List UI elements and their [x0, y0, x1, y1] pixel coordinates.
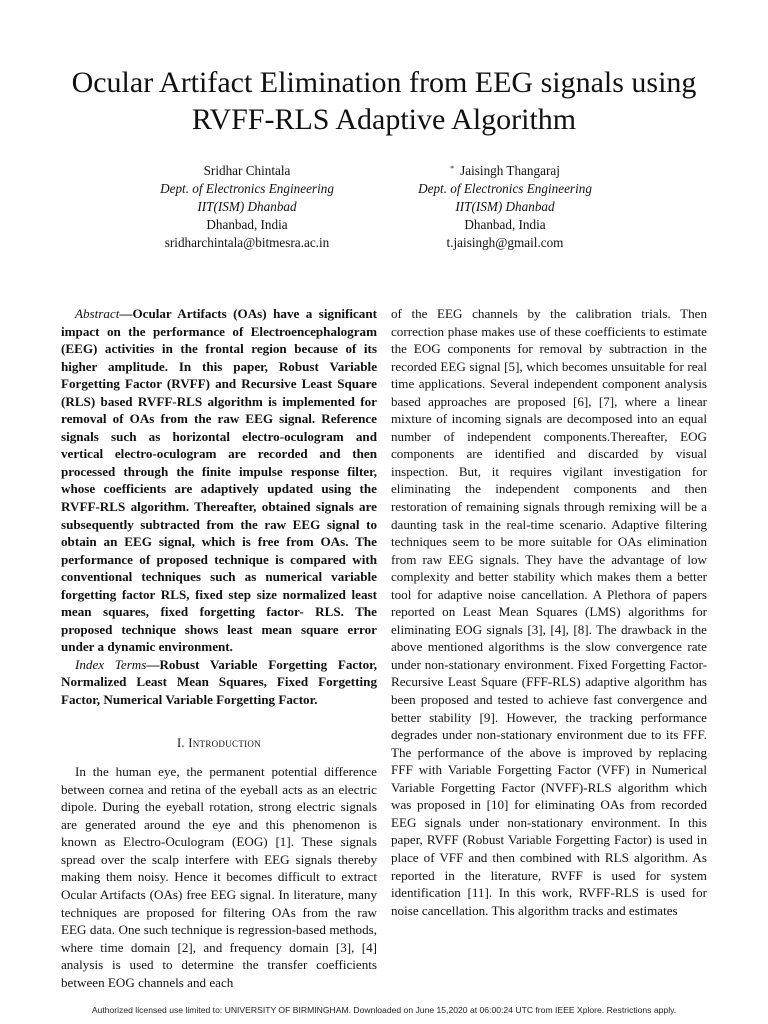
right-column [391, 305, 707, 919]
left-column [61, 305, 377, 991]
author-email[interactable]: t.jaisingh@gmail.com [446, 235, 564, 250]
author-name [97, 162, 397, 180]
abstract-paragraph: Abstract—Ocular Artifacts (OAs) have a significant impact on the performance of Electroencephalogram (EEG) activities in the frontal region because of its higher amplitude. In this paper, Robust Variable Forgetting Factor (RVFF) and Recursive Least Square (RLS) based RVFF-RLS algorithm is implemented for removal of OAs from the raw EEG signal. Reference signals such as horizontal electro-oculogram and vertical electro-oculogram are recorded and then processed through the finite impulse response filter, whose coefficients are adaptively updated using the RVFF-RLS algorithm. Thereafter, obtained signals are subsequently subtracted from the raw EEG signal to obtain an EEG signal, which is free from OAs. The performance of proposed technique is compared with conventional techniques such as numerical variable forgetting factor RLS, fixed step size normalized least mean squares, fixed forgetting factor- RLS. The proposed technique shows least mean square error under a dynamic environment. [61, 306, 377, 655]
author-department: Dept. of Electronics Engineering [160, 181, 334, 196]
section-heading: I. Introduction [176, 735, 262, 750]
download-notice-footer: Authorized licensed use limited to: UNIVERSITY OF BIRMINGHAM. Downloaded on June 15,2020 at 06:00:24 UTC from IEEE Xplore. Restrictions apply. [91, 1005, 677, 1015]
author-location: Dhanbad, India [206, 217, 288, 232]
index-terms-text: Robust Variable Forgetting Factor, Normalized Least Mean Squares, Fixed Forgetting Factor, Numerical Variable Forgetting Factor. [61, 656, 378, 708]
author-institution: IIT(ISM) Dhanbad [455, 199, 555, 214]
abstract-text: Ocular Artifacts (OAs) have a significant impact on the performance of Electroencephalogram (EEG) activities in the frontal region because of its higher amplitude. In this paper, Robust Variable Forgetting Factor (RVFF) and Recursive Least Square (RLS) based RVFF-RLS algorithm is implemented for removal of OAs from the raw EEG signal. Reference signals such as horizontal electro-oculogram and vertical electro-oculogram are recorded and then processed through the finite impulse response filter, whose coefficients are adaptively updated using the RVFF-RLS algorithm. Thereafter, obtained signals are subsequently subtracted from the raw EEG signal to obtain an EEG signal, which is free from OAs. The performance of proposed technique is compared with conventional techniques such as numerical variable forgetting factor RLS, fixed step size normalized least mean squares, fixed forgetting factor- RLS. The proposed technique shows least mean square error under a dynamic environment. [61, 306, 377, 655]
author-institution: IIT(ISM) Dhanbad [197, 199, 297, 214]
author-block-1 [97, 162, 397, 252]
corresponding-author-marker: * [450, 164, 455, 173]
author-location: Dhanbad, India [464, 217, 546, 232]
abstract [61, 305, 377, 709]
author-block-2 [355, 162, 655, 252]
author-name-text: Jaisingh Thangaraj [460, 163, 560, 178]
index-terms-paragraph: Index Terms—Robust Variable Forgetting Factor, Normalized Least Mean Squares, Fixed Forgetting Factor, Numerical Variable Forgetting Factor. [61, 656, 378, 708]
title-line-1: Ocular Artifact Elimination from EEG signals using [71, 66, 697, 99]
intro-paragraph: In the human eye, the permanent potential difference between cornea and retina of the eyeball acts as an electric dipole. During the eyeball rotation, strong electric signals are generated around the eye and this phenomenon is known as Electro-Oculogram (EOG) [1]. These signals spread over the scalp interfere with EEG signals thereby making them noisy. Hence it becomes difficult to extract Ocular Artifacts (OAs) free EEG signal. In literature, many techniques are proposed for filtering OAs from the raw EEG data. One such technique is regression-based methods, where time domain [2], and frequency domain [3], [4] analysis is used to determine the transfer coefficients between EOG channels and each [61, 764, 377, 990]
index-terms-label: Index Terms [75, 656, 147, 672]
paper-title [30, 64, 738, 138]
intro-left-body [61, 763, 377, 991]
author-email[interactable]: sridharchintala@bitmesra.ac.in [164, 235, 330, 250]
title-line-2: RVFF-RLS Adaptive Algorithm [191, 103, 577, 136]
intro-paragraph-continued: of the EEG channels by the calibration trials. Then correction phase makes use of these coefficients to estimate the EOG components for removal by subtraction in the recorded EEG signal [5], which becomes unsuitable for real time applications. Several independent component analysis based approaches are proposed [6], [7], where a linear mixture of incoming signals are decomposed into an equal number of independent components.Thereafter, EOG components are identified and discarded by visual inspection. But, it requires vigilant investigation for eliminating the independent components and then restoration of remaining signals through remixing will be a daunting task in the real-time scenario. Adaptive filtering techniques seem to be more suitable for OAs elimination from raw EEG signals. They have the advantage of low complexity and better stability which makes them a better tool for adaptive noise cancellation. A Plethora of papers reported on Least Mean Squares (LMS) algorithms for eliminating EOG signals [3], [4], [8]. The drawback in the above mentioned algorithms is the slow convergence rate under non-stationary environment. Fixed Forgetting Factor-Recursive Least Square (FFF-RLS) adaptive algorithm has been proposed and tested to achieve fast convergence and better stability [9]. However, the tracking performance degrades under non-stationary environment due to its FFF. The performance of the above is improved by replacing FFF with Variable Forgetting Factor (VFF) in Numerical Variable Forgetting Factor (NVFF)-RLS algorithm which was proposed in [10] for eliminating OAs from recorded EEG signals under non-stationary environment. In this paper, RVFF (Robust Variable Forgetting Factor) is used in place of VFF and then combined with RLS algorithm. As reported in the literature, RVFF is used for system identification [11]. In this work, RVFF-RLS is used for noise cancellation. This algorithm tracks and estimates [391, 306, 707, 918]
abstract-label: Abstract [75, 306, 120, 321]
author-name [355, 162, 655, 180]
intro-right-body [391, 305, 707, 919]
author-name-text: Sridhar Chintala [203, 163, 291, 178]
author-department: Dept. of Electronics Engineering [418, 181, 592, 196]
